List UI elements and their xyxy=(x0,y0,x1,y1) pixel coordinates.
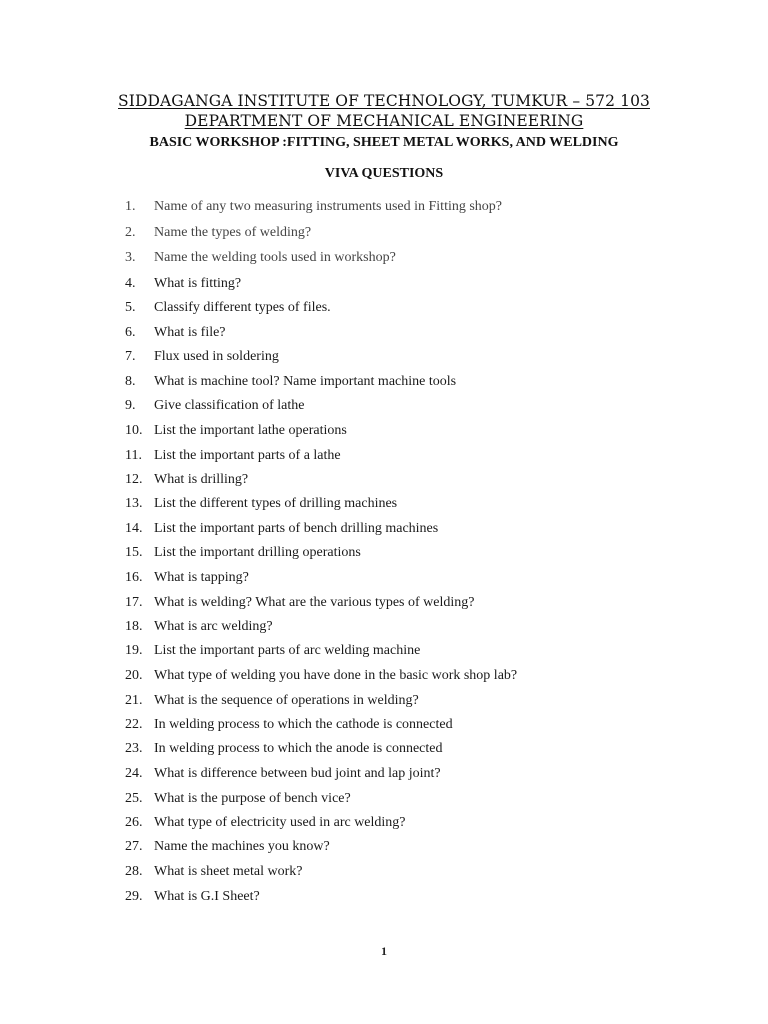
question-text: What is the sequence of operations in welding? xyxy=(154,693,419,708)
question-number: 24. xyxy=(125,766,143,781)
institute-title: SIDDAGANGA INSTITUTE OF TECHNOLOGY, TUMKUR – 572 103 xyxy=(118,92,650,110)
question-item xyxy=(0,470,768,490)
question-item xyxy=(0,715,768,735)
question-number: 13. xyxy=(125,496,143,511)
question-number: 12. xyxy=(125,472,143,487)
question-text: List the important drilling operations xyxy=(154,545,361,560)
question-text: Give classification of lathe xyxy=(154,398,305,413)
question-number: 14. xyxy=(125,521,143,536)
section-heading: VIVA QUESTIONS xyxy=(324,166,444,181)
question-text: List the important lathe operations xyxy=(154,423,347,438)
question-text: Name the machines you know? xyxy=(154,839,330,854)
question-item xyxy=(0,519,768,539)
question-text: What is G.I Sheet? xyxy=(154,889,260,904)
question-item xyxy=(0,641,768,661)
question-item xyxy=(0,223,768,243)
question-text: What is difference between bud joint and lap joint? xyxy=(154,766,441,781)
question-item xyxy=(0,421,768,441)
question-text: What is tapping? xyxy=(154,570,249,585)
question-number: 6. xyxy=(125,325,136,340)
question-number: 19. xyxy=(125,643,143,658)
question-text: List the different types of drilling machines xyxy=(154,496,398,511)
question-text: What is fitting? xyxy=(154,276,242,291)
question-item xyxy=(0,372,768,392)
question-number: 21. xyxy=(125,693,143,708)
workshop-subtitle: BASIC WORKSHOP :FITTING, SHEET METAL WORKS, AND WELDING xyxy=(149,135,619,150)
question-text: Flux used in soldering xyxy=(154,349,279,364)
question-text: What is sheet metal work? xyxy=(154,864,303,879)
question-number: 9. xyxy=(125,398,136,413)
question-text: What is the purpose of bench vice? xyxy=(154,791,351,806)
question-text: Classify different types of files. xyxy=(154,300,331,315)
question-text: What is welding? What are the various types of welding? xyxy=(154,595,475,610)
question-item xyxy=(0,862,768,882)
department-title: DEPARTMENT OF MECHANICAL ENGINEERING xyxy=(184,112,584,130)
question-text: List the important parts of a lathe xyxy=(154,448,341,463)
question-item xyxy=(0,837,768,857)
question-text: What is drilling? xyxy=(154,472,249,487)
question-item xyxy=(0,887,768,907)
question-text: Name of any two measuring instruments used in Fitting shop? xyxy=(154,199,503,214)
question-item xyxy=(0,298,768,318)
question-item xyxy=(0,568,768,588)
question-text: Name the types of welding? xyxy=(154,225,312,240)
question-number: 5. xyxy=(125,300,136,315)
question-item xyxy=(0,274,768,294)
question-item xyxy=(0,739,768,759)
page-number: 1 xyxy=(381,944,387,958)
question-number: 17. xyxy=(125,595,143,610)
question-number: 18. xyxy=(125,619,143,634)
question-number: 3. xyxy=(125,250,136,265)
question-item xyxy=(0,593,768,613)
question-number: 11. xyxy=(125,448,142,463)
question-number: 1. xyxy=(125,199,136,214)
question-number: 4. xyxy=(125,276,136,291)
question-text: What is arc welding? xyxy=(154,619,273,634)
question-item xyxy=(0,197,768,217)
question-number: 15. xyxy=(125,545,143,560)
question-text: What is machine tool? Name important machine tools xyxy=(154,374,457,389)
question-item xyxy=(0,764,768,784)
question-item xyxy=(0,789,768,809)
question-text: In welding process to which the anode is connected xyxy=(154,741,443,756)
question-text: List the important parts of arc welding machine xyxy=(154,643,421,658)
question-text: What type of electricity used in arc welding? xyxy=(154,815,406,830)
question-text: List the important parts of bench drilling machines xyxy=(154,521,439,536)
question-item xyxy=(0,323,768,343)
question-item xyxy=(0,691,768,711)
question-number: 26. xyxy=(125,815,143,830)
question-item xyxy=(0,617,768,637)
question-number: 2. xyxy=(125,225,136,240)
question-number: 27. xyxy=(125,839,143,854)
question-text: Name the welding tools used in workshop? xyxy=(154,250,396,265)
question-text: What type of welding you have done in the basic work shop lab? xyxy=(154,668,518,683)
question-number: 20. xyxy=(125,668,143,683)
question-item xyxy=(0,543,768,563)
question-text: In welding process to which the cathode is connected xyxy=(154,717,453,732)
question-number: 8. xyxy=(125,374,136,389)
question-number: 7. xyxy=(125,349,136,364)
question-item xyxy=(0,813,768,833)
question-number: 10. xyxy=(125,423,143,438)
question-item xyxy=(0,666,768,686)
question-item xyxy=(0,446,768,466)
question-item xyxy=(0,396,768,416)
question-item xyxy=(0,494,768,514)
question-number: 28. xyxy=(125,864,143,879)
question-number: 23. xyxy=(125,741,143,756)
question-number: 25. xyxy=(125,791,143,806)
question-number: 22. xyxy=(125,717,143,732)
question-number: 16. xyxy=(125,570,143,585)
question-item xyxy=(0,347,768,367)
question-text: What is file? xyxy=(154,325,226,340)
question-number: 29. xyxy=(125,889,143,904)
question-item xyxy=(0,248,768,268)
